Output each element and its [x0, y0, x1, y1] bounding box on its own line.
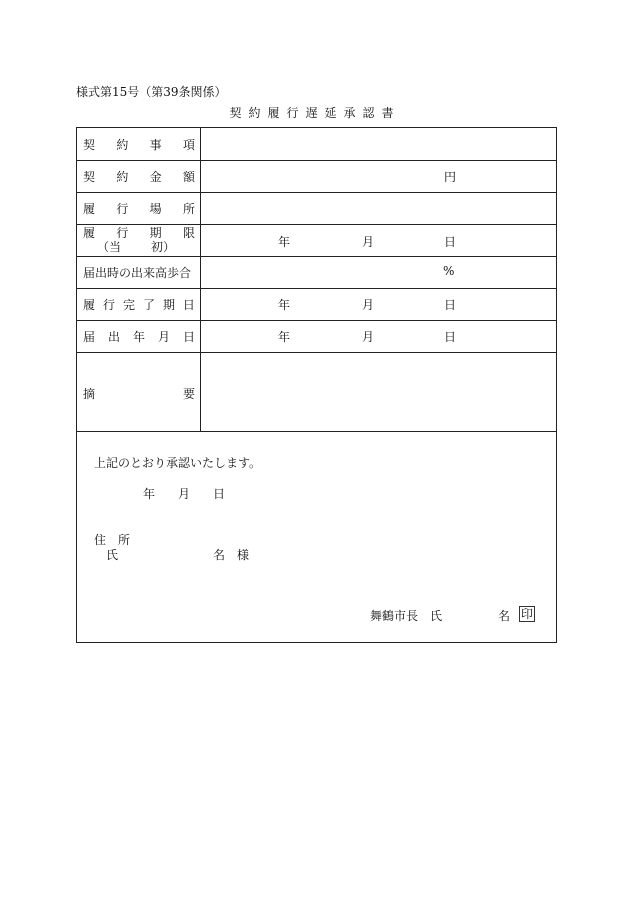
row-divider [77, 320, 556, 321]
approval-month: 月 [178, 487, 191, 501]
row-divider [77, 256, 556, 257]
row-divider [77, 288, 556, 289]
column-divider [200, 128, 201, 431]
form-table [76, 127, 557, 643]
signer-name-suffix: 名 [498, 609, 511, 623]
label-contract-amount: 契 約 金 額 [83, 170, 195, 184]
completion-day: 日 [444, 298, 457, 312]
row-divider [77, 160, 556, 161]
label-filing-date: 届 出 年 月 日 [83, 330, 195, 344]
name-label-right: 名 様 [213, 548, 250, 562]
completion-year: 年 [278, 298, 291, 312]
completion-month: 月 [362, 298, 375, 312]
filing-day: 日 [444, 330, 457, 344]
name-label-left: 氏 [106, 548, 119, 562]
address-label: 住 所 [94, 533, 131, 547]
approval-year: 年 [143, 487, 156, 501]
approval-day: 日 [213, 487, 226, 501]
label-performance-place: 履 行 場 所 [83, 202, 195, 216]
deadline-day: 日 [444, 235, 457, 249]
filing-month: 月 [362, 330, 375, 344]
label-performance-deadline: 履 行 期 限 （当 初） [83, 226, 195, 254]
amount-unit: 円 [444, 170, 457, 184]
signer-title: 舞鶴市長 氏 [370, 609, 443, 623]
filing-year: 年 [278, 330, 291, 344]
label-summary: 摘 要 [83, 387, 195, 401]
label-contract-item: 契 約 事 項 [83, 138, 195, 152]
label-completion-date: 履 行 完 了 期 日 [83, 298, 195, 312]
row-divider [77, 431, 556, 432]
row-divider [77, 224, 556, 225]
document-title: 契約履行遅延承認書 [229, 106, 401, 120]
progress-unit: % [443, 264, 455, 278]
form-number: 様式第15号（第39条関係） [76, 85, 227, 99]
deadline-month: 月 [362, 235, 375, 249]
label-progress-ratio: 届出時の出来高歩合 [83, 266, 192, 280]
row-divider [77, 192, 556, 193]
deadline-year: 年 [278, 235, 291, 249]
approval-statement: 上記のとおり承認いたします。 [94, 456, 262, 470]
seal-mark: 印 [521, 607, 534, 621]
row-divider [77, 352, 556, 353]
